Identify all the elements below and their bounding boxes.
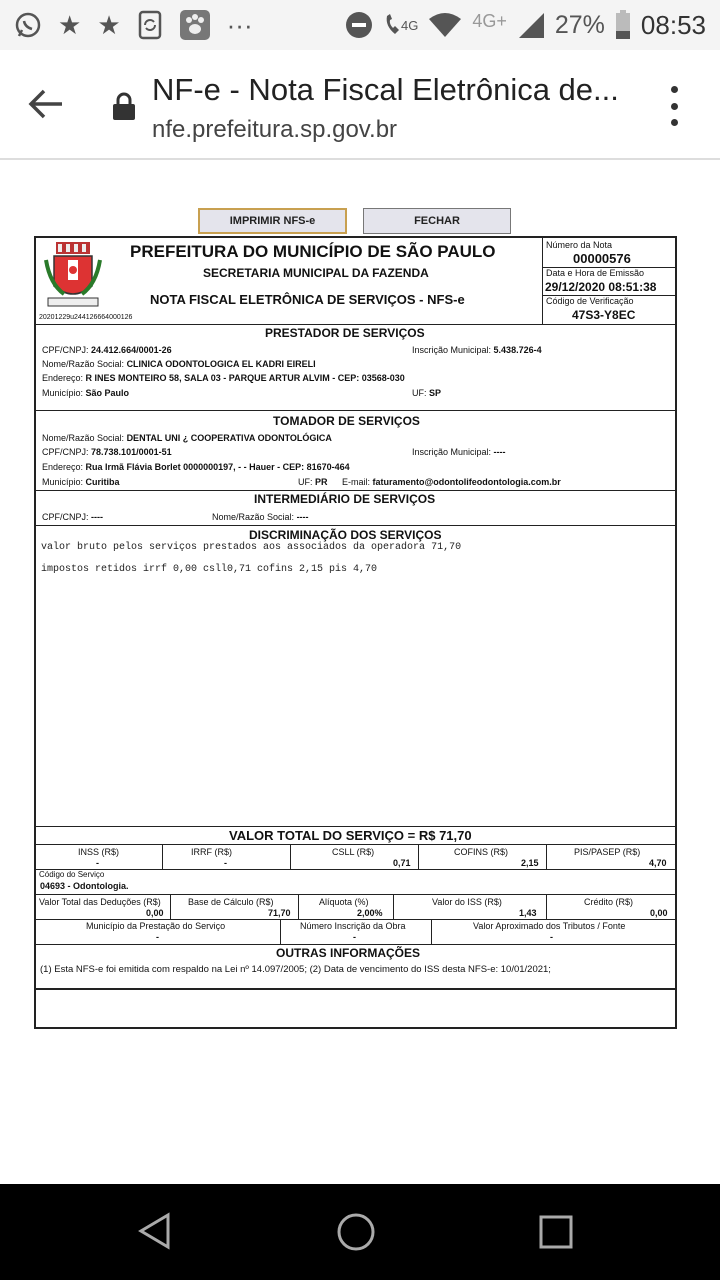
tomador-cnpj-label: CPF/CNPJ: [42,447,89,457]
tomador-cnpj: 78.738.101/0001-51 [91,447,172,457]
navigation-bar [0,1184,720,1280]
inscricao-obra-label: Número Inscrição da Obra [300,921,406,931]
outras-text: (1) Esta NFS-e foi emitida com respaldo na Lei nº 14.097/2005; (2) Data de vencimento do ISS desta NFS-e: 10/01/2021; [40,964,551,975]
divider [542,238,543,324]
divider [36,869,675,870]
prestador-title: PRESTADOR DE SERVIÇOS [265,326,425,340]
wifi-icon [428,12,462,38]
credito-value: 0,00 [650,908,668,918]
discriminacao-title: DISCRIMINAÇÃO DOS SERVIÇOS [249,528,442,542]
star-icon: ★ [58,9,82,40]
call-4g-icon [383,12,418,38]
prestador-cnpj: 24.412.664/0001-26 [91,345,172,355]
divider [36,410,675,411]
divider [36,490,675,491]
inss-value: - [96,858,99,868]
divider [162,844,163,869]
intermediario-nome-label: Nome/Razão Social: [212,512,295,522]
tomador-endereco: Rua Irmã Flávia Borlet 0000000197, - - Hauer - CEP: 81670-464 [85,462,350,472]
page-title: NF-e - Nota Fiscal Eletrônica de... [152,72,619,107]
city-coat-of-arms [44,240,102,312]
cofins-label: COFINS (R$) [454,847,508,857]
browser-toolbar [0,50,720,160]
tomador-im: ---- [493,447,506,457]
base-calculo-label: Base de Cálculo (R$) [188,897,274,907]
intermediario-cnpj-label: CPF/CNPJ: [42,512,89,522]
valor-iss-label: Valor do ISS (R$) [432,897,502,907]
tomador-email-label: E-mail: [342,477,371,487]
deducoes-value: 0,00 [146,908,164,918]
divider [36,844,675,845]
divider [36,525,675,526]
tomador-nome: DENTAL UNI ¿ COOPERATIVA ODONTOLÓGICA [126,433,332,443]
pis-label: PIS/PASEP (R$) [574,847,641,857]
outras-title: OUTRAS INFORMAÇÕES [276,946,420,960]
prestador-nome: CLINICA ODONTOLOGICA EL KADRI EIRELI [126,359,316,369]
base-calculo-value: 71,70 [268,908,291,918]
divider [36,894,675,895]
tomador-uf: PR [315,477,328,487]
star-icon-2: ★ [97,9,121,40]
network-type-2: 4G+ [472,10,507,31]
tomador-email: faturamento@odontolifeodontologia.com.br [372,477,561,487]
prestador-municipio: São Paulo [85,388,130,398]
nfse-values-section [34,826,677,1029]
intermediario-title: INTERMEDIÁRIO DE SERVIÇOS [254,492,436,506]
divider [431,919,432,944]
divider [393,894,394,919]
pis-value: 4,70 [649,858,667,868]
divider [36,944,675,945]
page-content [0,162,720,1184]
csll-value: 0,71 [393,858,411,868]
prestador-uf: SP [429,388,442,398]
verificacao-label: Código de Verificação [546,296,634,306]
prestador-im-label: Inscrição Municipal: [412,345,492,355]
numero-label: Número da Nota [546,240,613,250]
url-text[interactable]: nfe.prefeitura.sp.gov.br [152,116,398,143]
discriminacao-line-2: impostos retidos irrf 0,00 csll0,71 cofins 2,15 pis 4,70 [41,564,378,575]
network-type: 4G [401,17,419,33]
numero-nota: 00000576 [573,251,631,266]
signal-icon [472,10,507,36]
divider [280,919,281,944]
tomador-uf-label: UF: [298,477,313,487]
codigo-servico-label: Código do Serviço [39,870,105,879]
prestador-uf-label: UF: [412,388,427,398]
sync-icon [137,10,163,40]
valor-total: VALOR TOTAL DO SERVIÇO = R$ 71,70 [229,828,472,843]
prestador-im: 5.438.726-4 [493,345,542,355]
nav-back-icon[interactable] [136,1212,174,1255]
divider [170,894,171,919]
tributos-label: Valor Aproximado dos Tributos / Fonte [473,921,626,931]
document-title: NOTA FISCAL ELETRÔNICA DE SERVIÇOS - NFS-e [150,292,465,307]
cofins-value: 2,15 [521,858,539,868]
prestador-municipio-label: Município: [42,388,84,398]
divider [290,844,291,869]
print-nfse-button[interactable]: IMPRIMIR NFS-e [198,208,347,234]
nav-home-icon[interactable] [336,1212,376,1257]
more-notifications-icon: ··· [226,9,253,40]
whatsapp-icon [14,11,42,39]
close-button[interactable]: FECHAR [363,208,511,234]
secretariat: SECRETARIA MUNICIPAL DA FAZENDA [203,266,429,280]
municipio-prestacao-value: - [156,932,159,942]
divider [36,826,675,827]
intermediario-nome: ---- [296,512,309,522]
tomador-endereco-label: Endereço: [42,462,84,472]
tomador-municipio: Curitiba [85,477,120,487]
data-label: Data e Hora de Emissão [546,268,645,278]
aliquota-value: 2,00% [357,908,383,918]
intermediario-cnpj: ---- [91,512,104,522]
tomador-municipio-label: Município: [42,477,84,487]
city-name: PREFEITURA DO MUNICÍPIO DE SÃO PAULO [130,242,496,261]
document-code: 20201229u244126664000126 [39,314,133,321]
codigo-servico: 04693 - Odontologia. [40,881,129,891]
irrf-value: - [224,858,227,868]
clock: 08:53 [640,9,706,40]
lock-icon [112,92,136,120]
battery-percent: 27% [554,10,605,39]
tomador-im-label: Inscrição Municipal: [412,447,492,457]
data-emissao: 29/12/2020 08:51:38 [545,280,657,294]
csll-label: CSLL (R$) [332,847,375,857]
prestador-nome-label: Nome/Razão Social: [42,359,125,369]
do-not-disturb-icon [345,11,373,39]
back-arrow-icon[interactable] [28,86,64,127]
divider [546,894,547,919]
divider [298,894,299,919]
aliquota-label: Alíquota (%) [319,897,369,907]
divider [418,844,419,869]
valor-iss-value: 1,43 [519,908,537,918]
irrf-label: IRRF (R$) [191,847,232,857]
tributos-value: - [550,932,553,942]
nav-recents-icon[interactable] [538,1214,574,1255]
discriminacao-line-1: valor bruto pelos serviços prestados aos associados da operadora 71,70 [41,542,462,553]
overflow-menu-icon[interactable] [664,86,684,126]
divider [36,324,675,325]
prestador-endereco: R INES MONTEIRO 58, SALA 03 - PARQUE ARTUR ALVIM - CEP: 03568-030 [85,373,405,383]
codigo-verificacao: 47S3-Y8EC [572,308,636,322]
status-bar [0,0,720,50]
prestador-cnpj-label: CPF/CNPJ: [42,345,89,355]
battery-icon [615,10,631,40]
inscricao-obra-value: - [353,932,356,942]
divider [546,844,547,869]
prestador-endereco-label: Endereço: [42,373,84,383]
tomador-nome-label: Nome/Razão Social: [42,433,125,443]
tomador-title: TOMADOR DE SERVIÇOS [273,414,420,428]
signal-bars-icon [517,11,545,39]
divider [36,919,675,920]
deducoes-label: Valor Total das Deduções (R$) [39,897,161,907]
municipio-prestacao-label: Município da Prestação do Serviço [86,921,226,931]
paw-app-icon [179,9,211,41]
credito-label: Crédito (R$) [584,897,634,907]
inss-label: INSS (R$) [78,847,120,857]
